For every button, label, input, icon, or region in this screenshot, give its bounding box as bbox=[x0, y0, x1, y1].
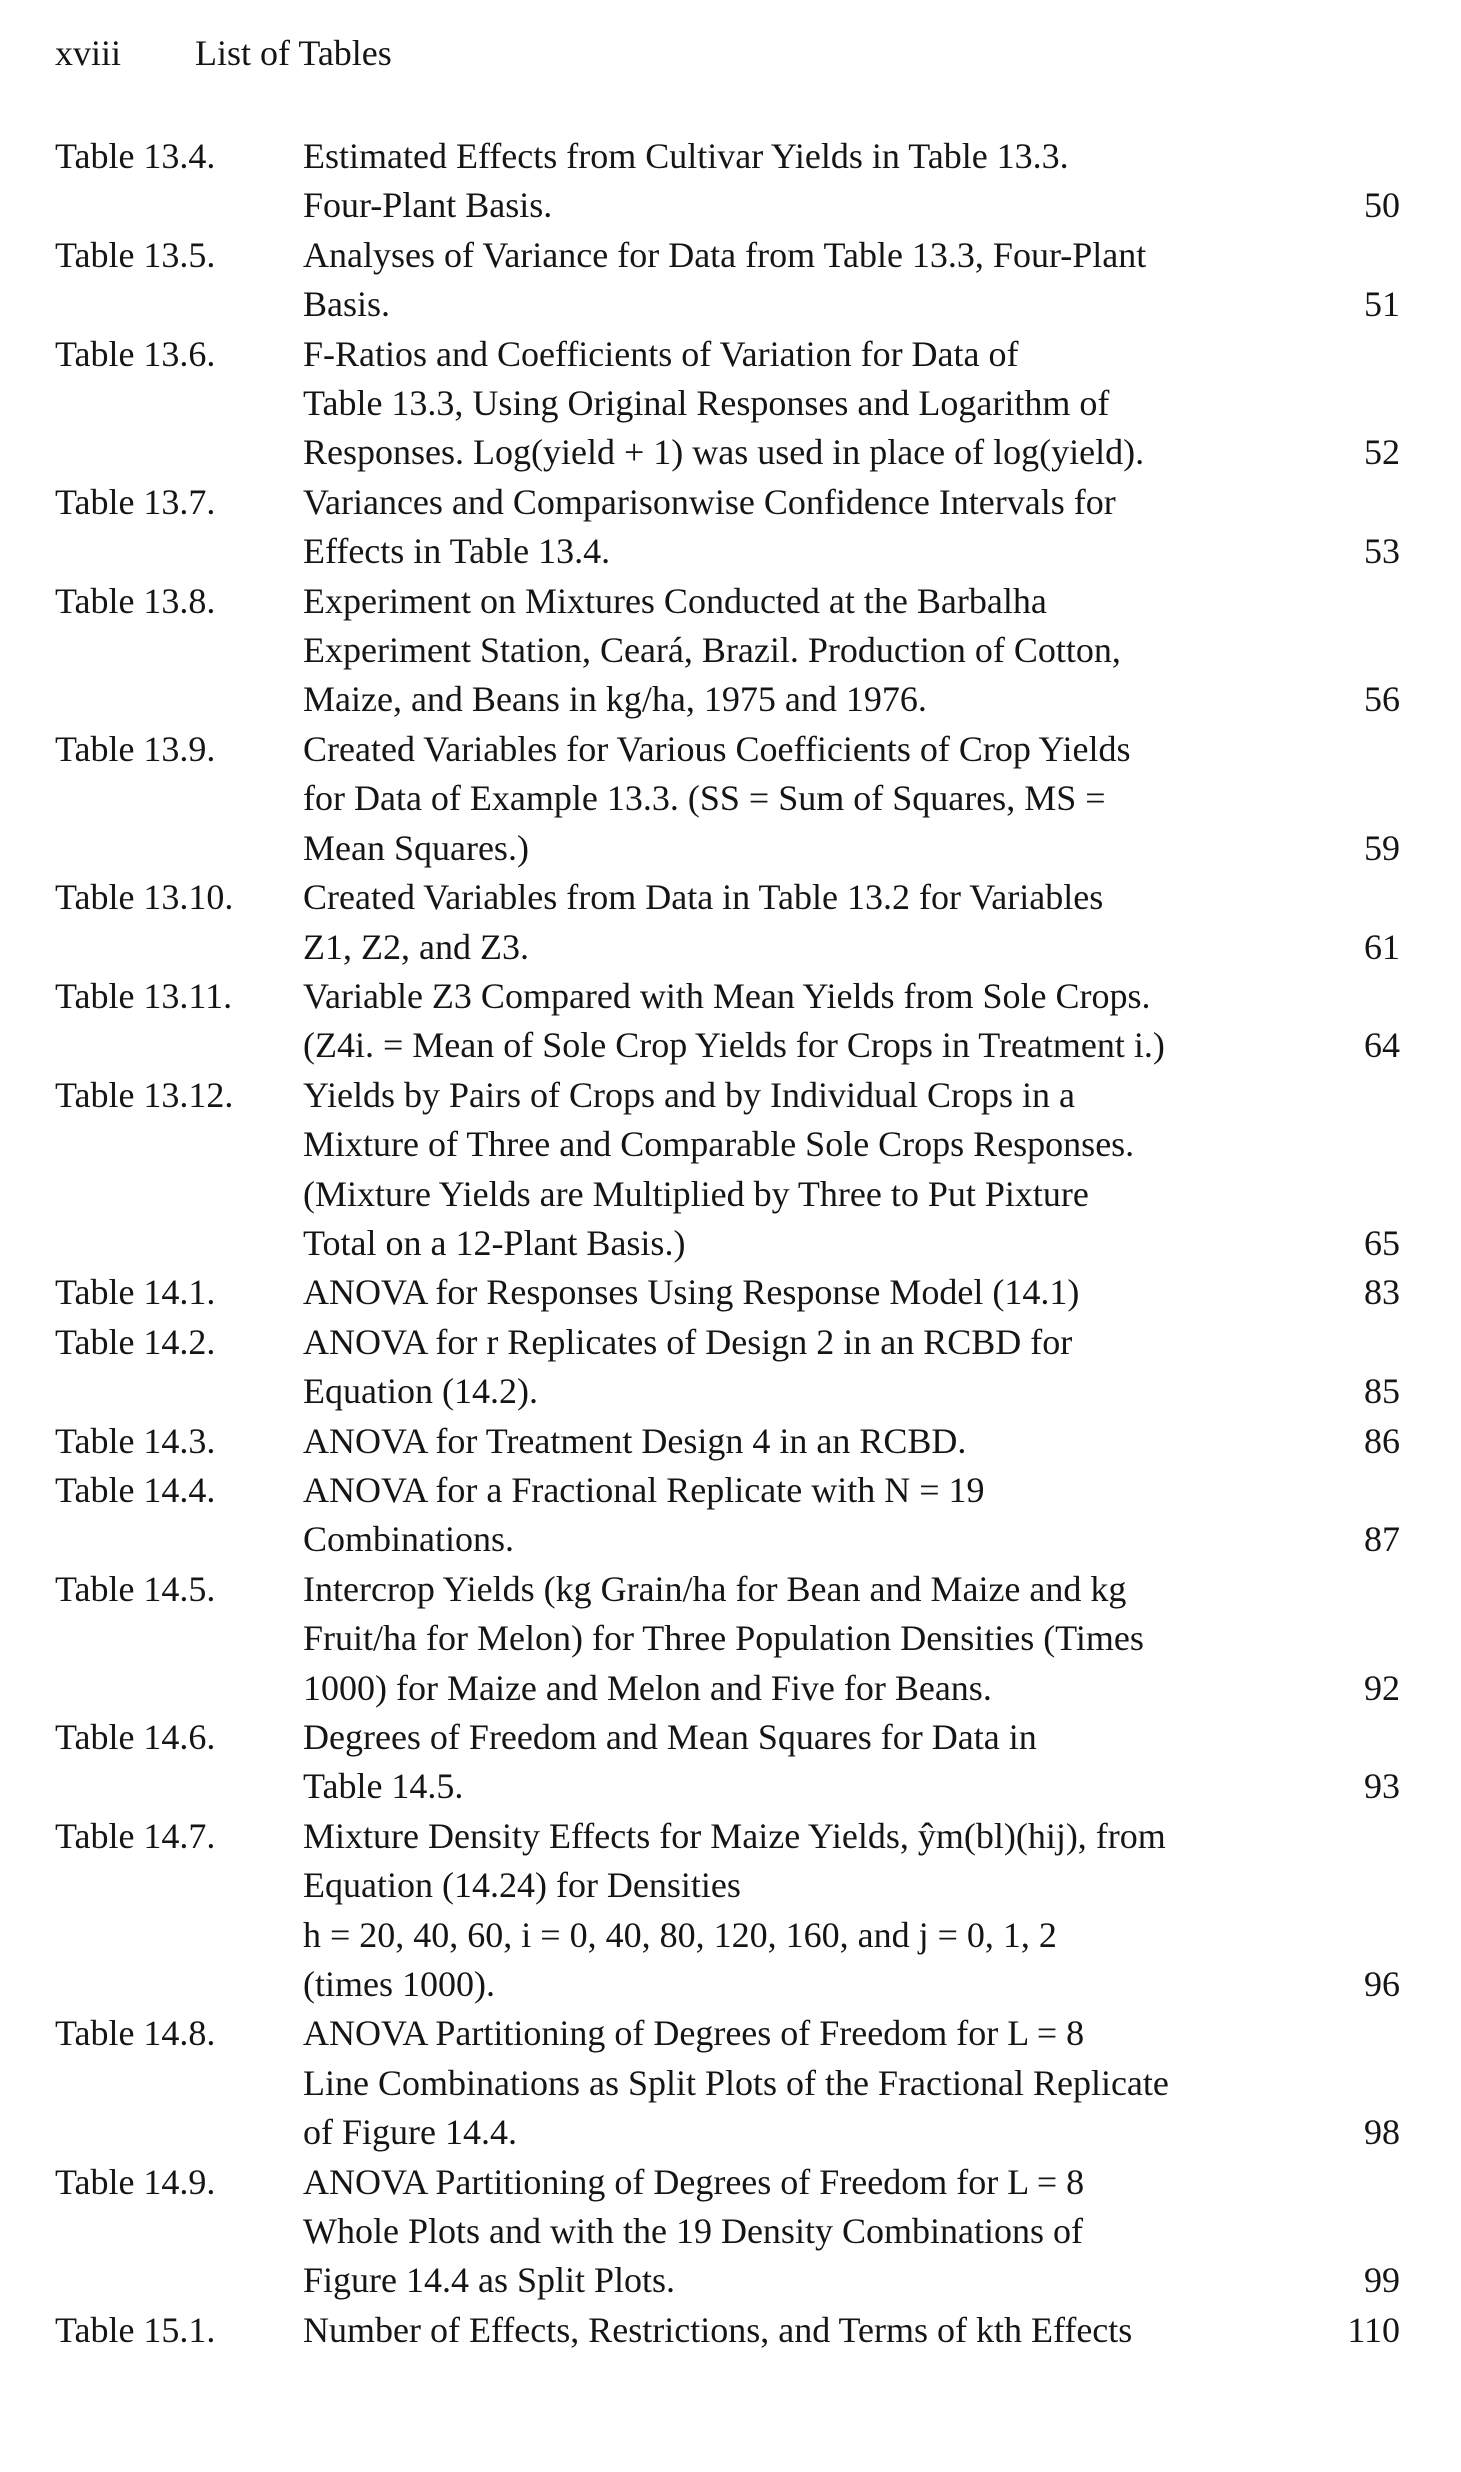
table-caption bbox=[303, 1565, 1400, 1713]
list-entry bbox=[55, 2306, 1400, 2355]
table-number: Table 13.10. bbox=[55, 877, 234, 918]
list-entry bbox=[55, 1713, 1400, 1812]
table-number: Table 13.5. bbox=[55, 234, 216, 275]
table-caption bbox=[303, 1466, 1400, 1565]
table-number: Table 14.4. bbox=[55, 1469, 216, 1510]
page-number: 64 bbox=[1364, 1025, 1400, 1066]
list-entry bbox=[55, 1565, 1400, 1713]
page-number: 110 bbox=[1347, 2309, 1400, 2350]
page-number: 53 bbox=[1364, 531, 1400, 572]
caption-line: Variances and Comparisonwise Confidence Intervals for bbox=[303, 481, 1116, 522]
table-caption bbox=[303, 132, 1400, 231]
caption-line: h = 20, 40, 60, i = 0, 40, 80, 120, 160, and j = 0, 1, 2 bbox=[303, 1914, 1057, 1955]
caption-line: Table 14.5. bbox=[303, 1766, 464, 1807]
running-header bbox=[55, 28, 392, 78]
page-number: 99 bbox=[1364, 2260, 1400, 2301]
caption-line: ANOVA for Responses Using Response Model (14.1) bbox=[303, 1272, 1080, 1313]
caption-line: (times 1000). bbox=[303, 1964, 495, 2005]
list-entry bbox=[55, 1417, 1400, 1466]
caption-line: Equation (14.2). bbox=[303, 1371, 538, 1412]
caption-line: Maize, and Beans in kg/ha, 1975 and 1976. bbox=[303, 679, 927, 720]
caption-line: Four-Plant Basis. bbox=[303, 185, 553, 226]
caption-line: Created Variables from Data in Table 13.2 for Variables bbox=[303, 877, 1104, 918]
table-number: Table 13.8. bbox=[55, 580, 216, 621]
table-number: Table 13.4. bbox=[55, 136, 216, 176]
caption-line: Number of Effects, Restrictions, and Terms of kth Effects bbox=[303, 2309, 1133, 2350]
page-number: 52 bbox=[1364, 432, 1400, 473]
caption-line: Experiment on Mixtures Conducted at the Barbalha bbox=[303, 580, 1047, 621]
table-caption bbox=[303, 2009, 1400, 2157]
page-number: 51 bbox=[1364, 284, 1400, 325]
caption-line: ANOVA for r Replicates of Design 2 in an RCBD for bbox=[303, 1321, 1073, 1362]
table-number: Table 13.6. bbox=[55, 333, 216, 374]
list-entry bbox=[55, 972, 1400, 1071]
table-number: Table 14.6. bbox=[55, 1717, 216, 1757]
caption-line: Degrees of Freedom and Mean Squares for Data in bbox=[303, 1717, 1037, 1757]
table-caption bbox=[303, 1268, 1400, 1317]
table-caption bbox=[303, 577, 1400, 725]
table-caption bbox=[303, 1417, 1400, 1466]
caption-line: 1000) for Maize and Melon and Five for Beans. bbox=[303, 1667, 992, 1708]
table-number: Table 14.8. bbox=[55, 2013, 216, 2054]
list-entry bbox=[55, 1318, 1400, 1417]
list-entry bbox=[55, 1268, 1400, 1317]
table-caption bbox=[303, 873, 1400, 972]
table-caption bbox=[303, 2306, 1400, 2355]
table-caption bbox=[303, 1071, 1400, 1269]
list-entry bbox=[55, 2158, 1400, 2306]
table-number: Table 14.2. bbox=[55, 1321, 216, 1362]
caption-line: (Z4i. = Mean of Sole Crop Yields for Crops in Treatment i.) bbox=[303, 1025, 1165, 1066]
list-entry bbox=[55, 1812, 1400, 2010]
list-entry bbox=[55, 725, 1400, 873]
caption-line: Combinations. bbox=[303, 1519, 515, 1560]
table-number: Table 13.7. bbox=[55, 481, 216, 522]
table-number: Table 13.9. bbox=[55, 728, 216, 769]
table-number: Table 14.7. bbox=[55, 1815, 216, 1856]
table-number: Table 14.3. bbox=[55, 1420, 216, 1461]
caption-line: (Mixture Yields are Multiplied by Three to Put Pixture bbox=[303, 1173, 1089, 1214]
caption-line: Line Combinations as Split Plots of the Fractional Replicate bbox=[303, 2062, 1169, 2103]
table-number: Table 14.9. bbox=[55, 2161, 216, 2202]
list-entry bbox=[55, 1071, 1400, 1269]
caption-line: Effects in Table 13.4. bbox=[303, 531, 611, 572]
caption-line: Z1, Z2, and Z3. bbox=[303, 926, 529, 967]
caption-line: Mean Squares.) bbox=[303, 827, 529, 868]
page-number: 50 bbox=[1364, 185, 1400, 226]
page-number: 98 bbox=[1364, 2112, 1400, 2153]
running-title: List of Tables bbox=[195, 33, 392, 73]
caption-line: Created Variables for Various Coefficients of Crop Yields bbox=[303, 728, 1131, 769]
caption-line: Figure 14.4 as Split Plots. bbox=[303, 2260, 676, 2301]
caption-line: Estimated Effects from Cultivar Yields in Table 13.3. bbox=[303, 136, 1069, 176]
caption-line: Basis. bbox=[303, 284, 391, 325]
table-caption bbox=[303, 1812, 1400, 2010]
list-entry bbox=[55, 132, 1400, 231]
list-entry bbox=[55, 577, 1400, 725]
caption-line: Equation (14.24) for Densities bbox=[303, 1865, 741, 1906]
page-number: 96 bbox=[1364, 1964, 1400, 2005]
caption-line: Total on a 12-Plant Basis.) bbox=[303, 1222, 686, 1263]
list-entry bbox=[55, 1466, 1400, 1565]
caption-line: Fruit/ha for Melon) for Three Population Densities (Times bbox=[303, 1618, 1144, 1659]
page-number: 61 bbox=[1364, 926, 1400, 967]
caption-line: Mixture Density Effects for Maize Yields, ŷm(bl)(hij), from bbox=[303, 1815, 1166, 1856]
table-number: Table 14.5. bbox=[55, 1568, 216, 1609]
table-caption bbox=[303, 725, 1400, 873]
page-number: 86 bbox=[1364, 1420, 1400, 1461]
table-caption bbox=[303, 330, 1400, 478]
list-entry bbox=[55, 2009, 1400, 2157]
caption-line: ANOVA Partitioning of Degrees of Freedom for L = 8 bbox=[303, 2013, 1085, 2054]
page-number: 83 bbox=[1364, 1272, 1400, 1313]
table-caption bbox=[303, 2158, 1400, 2306]
caption-line: ANOVA for Treatment Design 4 in an RCBD. bbox=[303, 1420, 967, 1461]
page-number: 93 bbox=[1364, 1766, 1400, 1807]
caption-line: Variable Z3 Compared with Mean Yields from Sole Crops. bbox=[303, 975, 1151, 1016]
table-caption bbox=[303, 478, 1400, 577]
table-caption bbox=[303, 231, 1400, 330]
caption-line: Mixture of Three and Comparable Sole Crops Responses. bbox=[303, 1124, 1135, 1165]
caption-line: Intercrop Yields (kg Grain/ha for Bean and Maize and kg bbox=[303, 1568, 1127, 1609]
caption-line: Whole Plots and with the 19 Density Combinations of bbox=[303, 2211, 1083, 2252]
caption-line: ANOVA Partitioning of Degrees of Freedom for L = 8 bbox=[303, 2161, 1085, 2202]
list-entry bbox=[55, 873, 1400, 972]
caption-line: F-Ratios and Coefficients of Variation for Data of bbox=[303, 333, 1019, 374]
caption-line: Table 13.3, Using Original Responses and Logarithm of bbox=[303, 383, 1110, 424]
page-number: 85 bbox=[1364, 1371, 1400, 1412]
page-folio: xviii bbox=[55, 33, 122, 73]
caption-line: Yields by Pairs of Crops and by Individual Crops in a bbox=[303, 1074, 1075, 1115]
table-caption bbox=[303, 972, 1400, 1071]
table-number: Table 15.1. bbox=[55, 2309, 216, 2350]
caption-line: Analyses of Variance for Data from Table 13.3, Four-Plant bbox=[303, 234, 1147, 275]
list-entry bbox=[55, 478, 1400, 577]
list-entry bbox=[55, 330, 1400, 478]
table-number: Table 13.11. bbox=[55, 975, 233, 1016]
page-number: 59 bbox=[1364, 827, 1400, 868]
table-number: Table 13.12. bbox=[55, 1074, 234, 1115]
page-number: 92 bbox=[1364, 1667, 1400, 1708]
page-number: 56 bbox=[1364, 679, 1400, 720]
table-number: Table 14.1. bbox=[55, 1272, 216, 1313]
list-entry bbox=[55, 231, 1400, 330]
page-number: 87 bbox=[1364, 1519, 1400, 1560]
caption-line: ANOVA for a Fractional Replicate with N = 19 bbox=[303, 1469, 985, 1510]
page-number: 65 bbox=[1364, 1222, 1400, 1263]
table-caption bbox=[303, 1713, 1400, 1812]
table-caption bbox=[303, 1318, 1400, 1417]
caption-line: Responses. Log(yield + 1) was used in place of log(yield). bbox=[303, 432, 1145, 473]
caption-line: Experiment Station, Ceará, Brazil. Production of Cotton, bbox=[303, 630, 1121, 671]
list-of-tables bbox=[55, 132, 1400, 2355]
caption-line: of Figure 14.4. bbox=[303, 2112, 517, 2153]
caption-line: for Data of Example 13.3. (SS = Sum of Squares, MS = bbox=[303, 778, 1106, 819]
